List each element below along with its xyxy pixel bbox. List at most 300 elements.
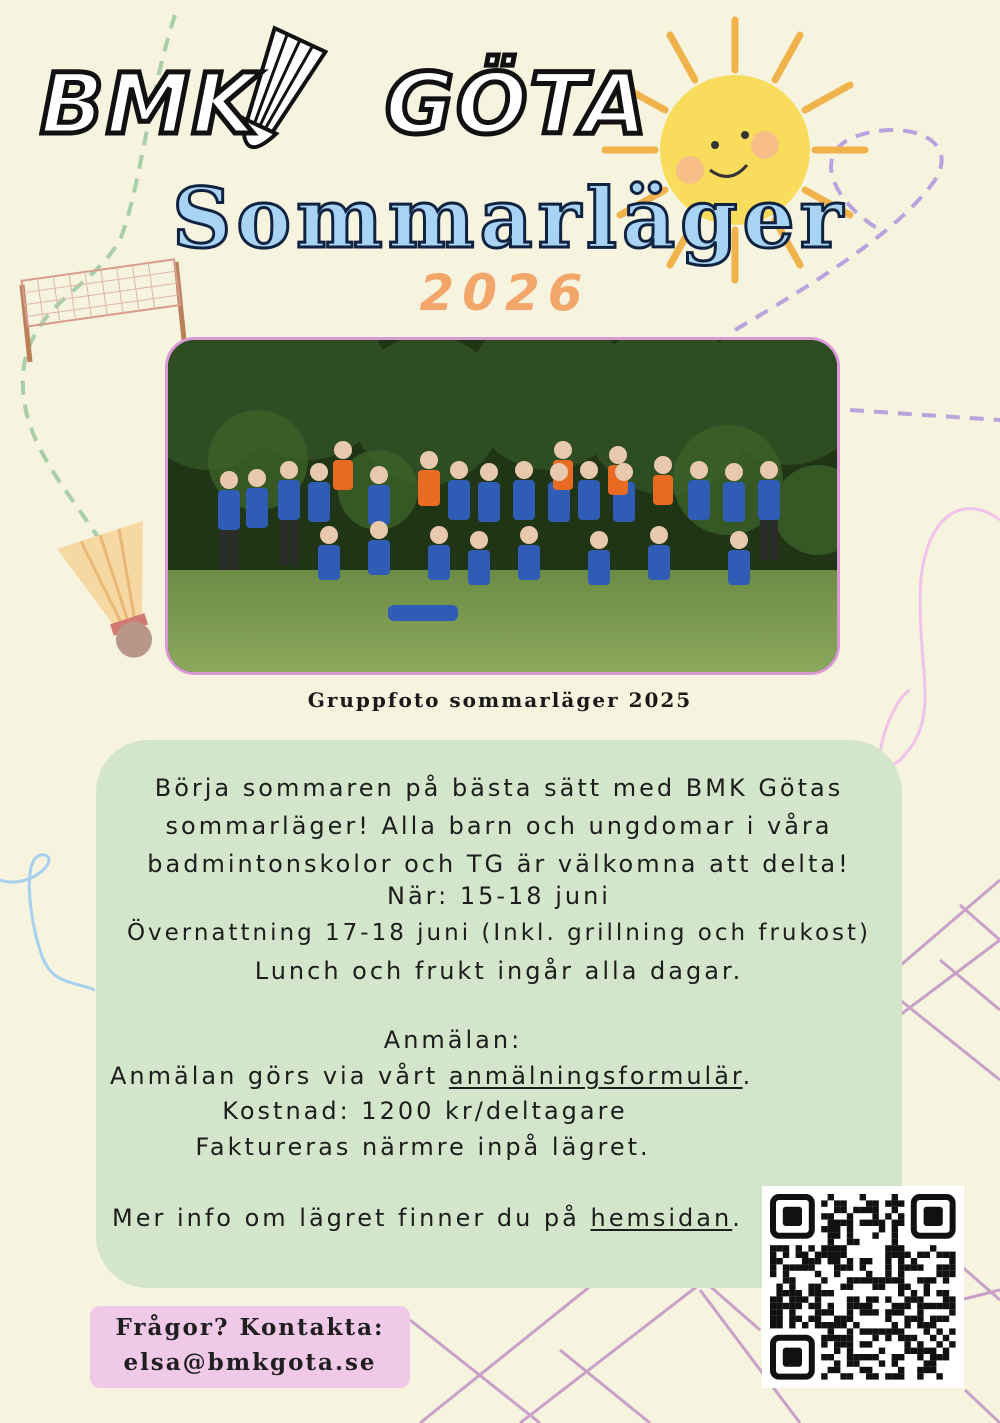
qr-module [930,1245,936,1251]
qr-module [936,1252,942,1258]
club-name-left: BMK [40,55,259,153]
qr-module [872,1200,878,1206]
qr-module [917,1264,923,1270]
qr-module [892,1239,898,1245]
qr-module [936,1316,942,1322]
overnight-text: Övernattning 17-18 juni (Inkl. grillning och frukost) [126,920,872,946]
qr-module [808,1264,814,1270]
qr-module [834,1220,840,1226]
qr-module [840,1220,846,1226]
dates-text: När: 15-18 juni [387,882,611,910]
qr-module [815,1316,821,1322]
qr-module [853,1239,859,1245]
qr-module [885,1328,891,1334]
qr-module [892,1200,898,1206]
qr-module [770,1296,776,1302]
qr-module [783,1290,789,1296]
intro-line-1: Börja sommaren på bästa sätt med BMK Götas [154,774,844,802]
qr-module [853,1277,859,1283]
qr-module [834,1316,840,1322]
qr-module [936,1373,942,1379]
qr-module [911,1348,917,1354]
signup-text: Anmälan görs via vårt [110,1062,439,1090]
qr-module [860,1354,866,1360]
qr-module [853,1296,859,1302]
qr-module [815,1290,821,1296]
qr-module [828,1354,834,1360]
qr-finder-inner [783,1348,802,1367]
qr-module [860,1328,866,1334]
qr-module [885,1277,891,1283]
qr-module [821,1290,827,1296]
qr-module [821,1309,827,1315]
qr-module [847,1373,853,1379]
qr-module [834,1335,840,1341]
qr-module [770,1322,776,1328]
qr-module [776,1284,782,1290]
qr-module [860,1220,866,1226]
group-photo [165,337,840,675]
qr-module [847,1239,853,1245]
qr-module [936,1303,942,1309]
qr-module [821,1213,827,1219]
qr-module [892,1322,898,1328]
qr-module [840,1200,846,1206]
qr-module [885,1309,891,1315]
qr-module [815,1322,821,1328]
qr-module [847,1341,853,1347]
qr-module [796,1303,802,1309]
qr-module [892,1360,898,1366]
qr-module [892,1303,898,1309]
qr-module [917,1341,923,1347]
qr-module [930,1360,936,1366]
qr-module [866,1354,872,1360]
qr-module [898,1264,904,1270]
qr-module [815,1284,821,1290]
qr-module [892,1207,898,1213]
qr-module [872,1335,878,1341]
qr-module [917,1367,923,1373]
qr-module [924,1290,930,1296]
qr-module [853,1360,859,1366]
qr-module [949,1258,955,1264]
qr-module [789,1309,795,1315]
qr-module [898,1373,904,1379]
qr-module [783,1277,789,1283]
qr-module [847,1335,853,1341]
qr-module [866,1200,872,1206]
qr-module [834,1207,840,1213]
qr-module [930,1277,936,1283]
qr-module [834,1258,840,1264]
qr-module [866,1303,872,1309]
qr-module [828,1245,834,1251]
qr-module [847,1309,853,1315]
qr-module [898,1367,904,1373]
qr-module [860,1194,866,1200]
more-info-line [112,1204,812,1232]
qr-module [828,1328,834,1334]
qr-module [917,1309,923,1315]
group-photo-illustration [168,340,840,675]
qr-module [776,1309,782,1315]
qr-module [821,1335,827,1341]
qr-module [776,1245,782,1251]
qr-module [904,1316,910,1322]
qr-module [879,1348,885,1354]
qr-module [783,1252,789,1258]
qr-module [943,1348,949,1354]
qr-module [943,1271,949,1277]
qr-module [885,1245,891,1251]
qr-module [834,1264,840,1270]
qr-module [828,1258,834,1264]
qr-module [789,1296,795,1302]
qr-module [770,1316,776,1322]
qr-module [821,1200,827,1206]
qr-module [930,1322,936,1328]
qr-module [924,1348,930,1354]
qr-module [860,1264,866,1270]
qr-module [898,1258,904,1264]
qr-module [796,1245,802,1251]
qr-module [789,1303,795,1309]
qr-module [892,1245,898,1251]
qr-module [911,1335,917,1341]
qr-module [924,1252,930,1258]
qr-module [943,1277,949,1283]
qr-module [885,1258,891,1264]
qr-module [872,1354,878,1360]
qr-module [776,1296,782,1302]
qr-module [776,1258,782,1264]
qr-module [847,1316,853,1322]
qr-module [847,1360,853,1366]
qr-module [879,1328,885,1334]
qr-module [815,1271,821,1277]
qr-module [821,1341,827,1347]
qr-module [840,1341,846,1347]
qr-module [866,1220,872,1226]
qr-module [770,1271,776,1277]
qr-module [943,1290,949,1296]
qr-module [821,1245,827,1251]
qr-module [949,1264,955,1270]
qr-module [834,1232,840,1238]
qr-module [936,1264,942,1270]
qr-module [866,1277,872,1283]
qr-module [847,1284,853,1290]
qr-module [808,1316,814,1322]
intro-line-2: sommarläger! Alla barn och ungdomar i våra [165,812,833,840]
qr-module [924,1328,930,1334]
qr-module [834,1271,840,1277]
qr-module [821,1277,827,1283]
qr-module [847,1303,853,1309]
qr-module [949,1341,955,1347]
qr-module [911,1296,917,1302]
qr-module [872,1284,878,1290]
qr-module [936,1341,942,1347]
qr-module [917,1322,923,1328]
qr-module [815,1258,821,1264]
blue-ribbon [0,855,95,990]
qr-module [866,1207,872,1213]
qr-module [943,1354,949,1360]
qr-module [936,1328,942,1334]
qr-module [860,1277,866,1283]
qr-code[interactable] [762,1186,964,1388]
qr-module [821,1252,827,1258]
qr-module [840,1245,846,1251]
qr-module [904,1264,910,1270]
qr-module [808,1284,814,1290]
qr-module [828,1252,834,1258]
qr-module [770,1264,776,1270]
qr-module [924,1367,930,1373]
qr-module [898,1245,904,1251]
qr-module [892,1354,898,1360]
qr-module [828,1239,834,1245]
qr-module [776,1290,782,1296]
qr-module [917,1354,923,1360]
qr-module [802,1296,808,1302]
qr-module [930,1303,936,1309]
qr-module [853,1303,859,1309]
qr-module [860,1207,866,1213]
qr-module [898,1213,904,1219]
qr-module [808,1303,814,1309]
qr-module [783,1271,789,1277]
qr-module [936,1354,942,1360]
club-name-right: GÖTA [385,55,650,153]
qr-module [885,1264,891,1270]
qr-module [911,1264,917,1270]
qr-module [892,1220,898,1226]
photo-caption: Gruppfoto sommarläger 2025 [307,688,693,712]
qr-module [943,1264,949,1270]
qr-module [840,1316,846,1322]
qr-module [866,1367,872,1373]
qr-module [898,1309,904,1315]
qr-module [936,1271,942,1277]
qr-module [834,1322,840,1328]
qr-module [904,1335,910,1341]
qr-module [776,1322,782,1328]
qr-module [917,1348,923,1354]
qr-module [879,1277,885,1283]
qr-module [943,1296,949,1302]
qr-finder-inner [924,1207,943,1226]
qr-module [911,1316,917,1322]
qr-module [789,1316,795,1322]
website-link[interactable]: hemsidan [590,1204,733,1232]
qr-module [847,1348,853,1354]
qr-module [949,1252,955,1258]
qr-module [917,1277,923,1283]
qr-module [904,1252,910,1258]
qr-module [917,1252,923,1258]
qr-module [879,1226,885,1232]
qr-module [904,1348,910,1354]
qr-module [898,1335,904,1341]
qr-module [930,1348,936,1354]
signup-form-link[interactable]: anmälningsformulär [448,1062,743,1090]
intro-line-3: badmintonskolor och TG är välkomna att delta! [147,850,851,878]
qr-module [898,1328,904,1334]
qr-module [866,1296,872,1302]
qr-module [872,1296,878,1302]
purple-dashed-line [850,410,1000,420]
qr-module [783,1303,789,1309]
shuttlecock-orange-icon [57,521,182,671]
qr-module [834,1200,840,1206]
qr-module [949,1296,955,1302]
qr-module [770,1303,776,1309]
qr-module [834,1348,840,1354]
qr-module [770,1252,776,1258]
pink-ribbon [880,509,1000,767]
qr-module [840,1252,846,1258]
qr-module [949,1303,955,1309]
qr-module [917,1303,923,1309]
qr-module [796,1252,802,1258]
invoice-text: Faktureras närmre inpå lägret. [195,1133,651,1161]
qr-module [840,1207,846,1213]
qr-module [872,1207,878,1213]
qr-module [860,1341,866,1347]
qr-module [802,1252,808,1258]
qr-module [898,1284,904,1290]
qr-module [892,1226,898,1232]
qr-module [911,1290,917,1296]
qr-module [828,1226,834,1232]
qr-module [847,1226,853,1232]
qr-module [834,1226,840,1232]
qr-module [885,1316,891,1322]
qr-module [924,1322,930,1328]
qr-module [770,1245,776,1251]
qr-module [904,1322,910,1328]
qr-module [943,1335,949,1341]
qr-module [949,1271,955,1277]
contact-heading: Frågor? Kontakta: [115,1314,385,1341]
qr-module [866,1271,872,1277]
qr-module [828,1232,834,1238]
qr-module [828,1213,834,1219]
qr-module [892,1232,898,1238]
qr-module [840,1284,846,1290]
qr-module [828,1290,834,1296]
qr-module [789,1290,795,1296]
signup-period: . [742,1062,754,1090]
qr-module [853,1207,859,1213]
qr-module [815,1296,821,1302]
qr-module [815,1309,821,1315]
qr-module [840,1335,846,1341]
qr-module [872,1277,878,1283]
qr-module [930,1367,936,1373]
qr-module [885,1271,891,1277]
qr-module [821,1226,827,1232]
contact-email[interactable]: elsa@bmkgota.se [123,1349,377,1376]
qr-module [840,1264,846,1270]
qr-module [828,1322,834,1328]
qr-module [847,1277,853,1283]
qr-module [898,1277,904,1283]
qr-module [866,1341,872,1347]
qr-module [943,1316,949,1322]
qr-module [847,1264,853,1270]
qr-module [943,1303,949,1309]
qr-module [834,1360,840,1366]
qr-module [847,1213,853,1219]
qr-module [828,1335,834,1341]
qr-module [853,1322,859,1328]
qr-module [892,1328,898,1334]
signup-heading: Anmälan: [383,1026,523,1054]
qr-module [828,1220,834,1226]
qr-module [885,1373,891,1379]
qr-module [808,1290,814,1296]
qr-module [860,1258,866,1264]
qr-module [885,1200,891,1206]
qr-module [911,1258,917,1264]
qr-module [936,1290,942,1296]
qr-module [904,1296,910,1302]
qr-module [866,1328,872,1334]
more-info-text: Mer info om lägret finner du på [112,1204,580,1232]
qr-module [892,1277,898,1283]
qr-module [879,1360,885,1366]
lunch-text: Lunch och frukt ingår alla dagar. [254,957,744,985]
qr-module [917,1373,923,1379]
qr-module [821,1373,827,1379]
cost-text: Kostnad: 1200 kr/deltagare [222,1097,628,1125]
qr-module [808,1258,814,1264]
qr-module [898,1290,904,1296]
qr-module [930,1354,936,1360]
qr-module [828,1367,834,1373]
qr-module [917,1316,923,1322]
qr-finder-inner [783,1207,802,1226]
qr-module [892,1309,898,1315]
qr-module [834,1341,840,1347]
qr-module [872,1213,878,1219]
qr-module [828,1303,834,1309]
qr-module [770,1309,776,1315]
qr-module [904,1284,910,1290]
qr-module [847,1220,853,1226]
qr-module [840,1373,846,1379]
qr-module [924,1360,930,1366]
qr-module [776,1303,782,1309]
qr-module [847,1328,853,1334]
badminton-net [22,259,184,362]
qr-module [872,1373,878,1379]
qr-module [924,1303,930,1309]
qr-module [872,1232,878,1238]
qr-module [796,1290,802,1296]
qr-module [828,1309,834,1315]
qr-module [808,1245,814,1251]
qr-module [949,1328,955,1334]
qr-module [860,1367,866,1373]
qr-module [860,1309,866,1315]
qr-module [885,1335,891,1341]
qr-module [847,1232,853,1238]
